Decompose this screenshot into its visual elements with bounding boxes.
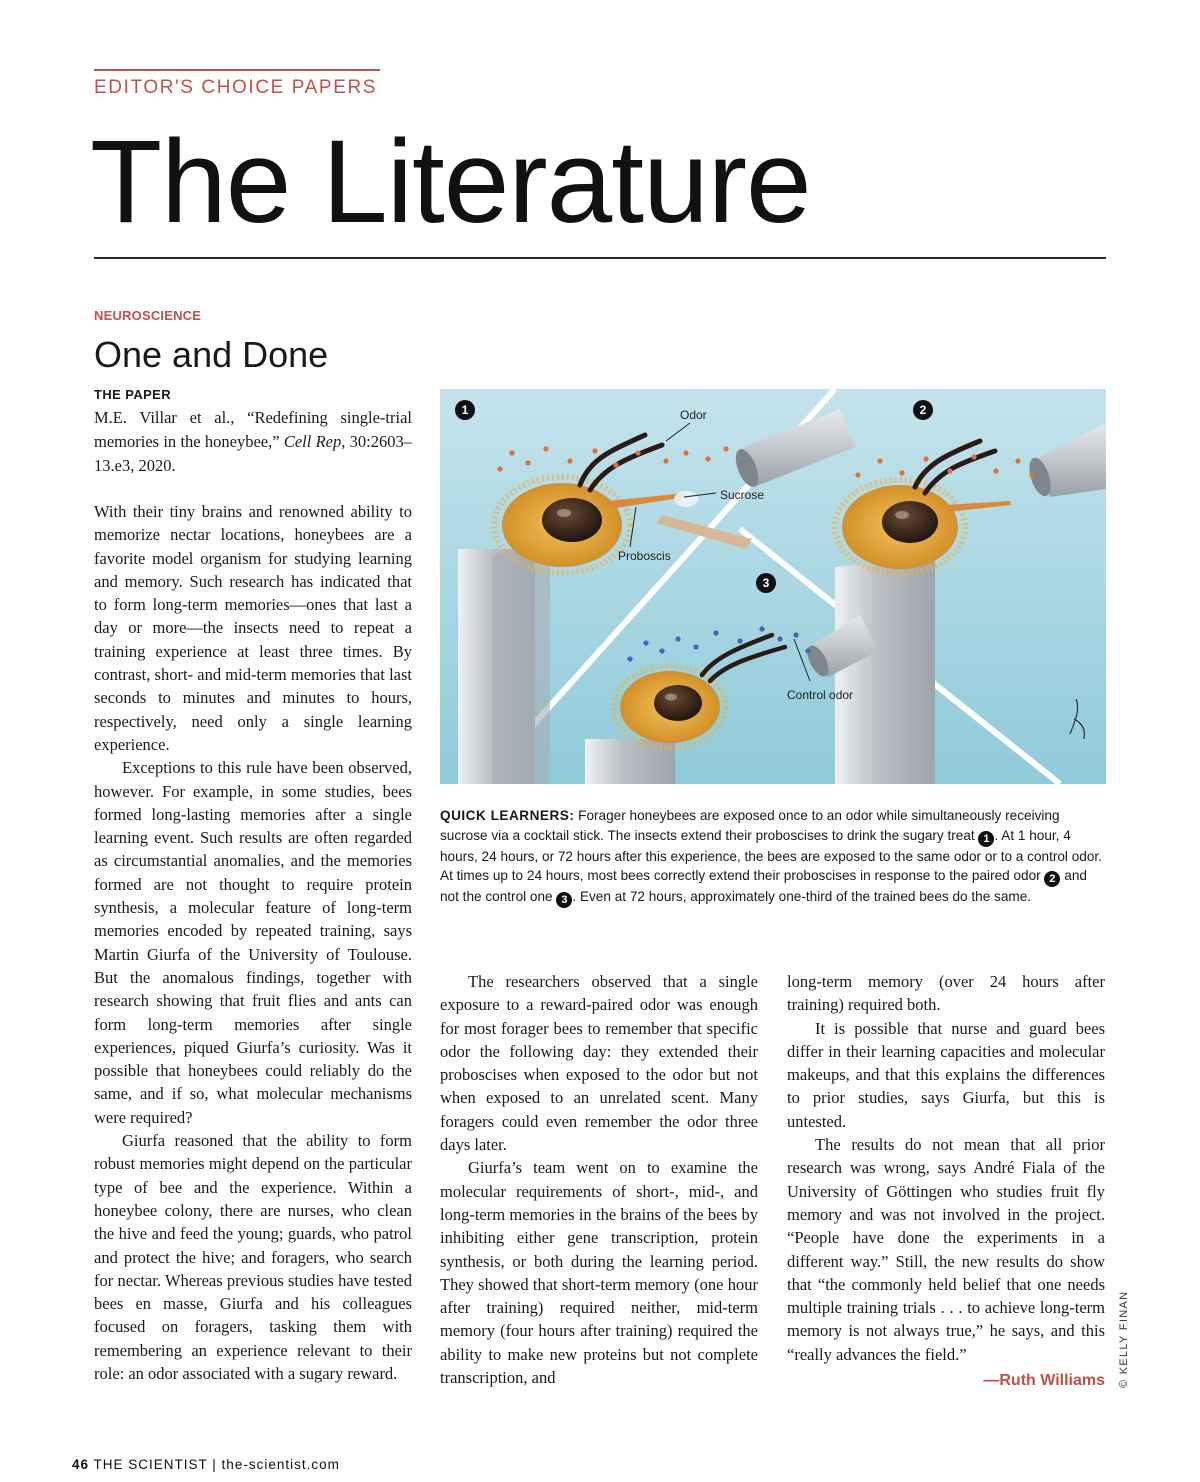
title-rule xyxy=(94,257,1106,259)
panel-number-2 xyxy=(913,400,933,420)
paper-citation xyxy=(94,406,412,478)
paragraph: Giurfa reasoned that the ability to form robust memories might depend on the particular type of bee and the experience. Within a honeybee colony, there are nurses, who clean the hive and feed the young; guards, who patrol and protect the hive; and foragers, who search for nectar. Whereas previous studies have tested bees en masse, Giurfa and his colleagues focused on foragers, tasking them with remembering an experience relevant to their role: an odor associated with a sugary reward. xyxy=(94,1131,412,1383)
article-headline: One and Done xyxy=(94,334,329,375)
article-column-2 xyxy=(440,970,758,1389)
page-title: The Literature xyxy=(90,116,811,248)
caption-text: Forager honeybees are exposed once to an odor while simultaneously receiving sucrose via a cocktail stick. The insects extend their proboscises to drink the sugary treat xyxy=(440,808,1060,843)
paragraph: With their tiny brains and renowned ability to memorize nectar locations, honeybees are a favorite model organism for studying learning and memory. Such research has indicated that to form long-term memories—ones that last a day or more—the insects need to repeat a training experience at least three times. By contrast, short- and mid-term memories that last seconds to minutes and minutes to hours, respectively, need only a single learning experience. xyxy=(94,502,412,754)
odor-label: Odor xyxy=(680,408,707,422)
caption-text: and not the control one xyxy=(440,868,1087,905)
citation-text: M.E. Villar et al., “Redefining single-trial memories in the honeybee,” xyxy=(94,408,412,451)
article-column-1 xyxy=(94,500,412,1385)
panel-number-3 xyxy=(756,573,776,593)
section-label: EDITOR'S CHOICE PAPERS xyxy=(94,77,378,98)
panel-ref-3: 3 xyxy=(556,892,572,908)
paragraph: It is possible that nurse and guard bees differ in their learning capacities and molecular makeups, and that this explains the differences to prior studies, says Giurfa, but this is untested. xyxy=(787,1018,1105,1131)
paper-label: THE PAPER xyxy=(94,387,172,402)
svg-text:2: 2 xyxy=(919,403,927,417)
publication-name: THE SCIENTIST | the-scientist.com xyxy=(89,1457,340,1472)
page-footer xyxy=(72,1457,340,1472)
caption-heading: QUICK LEARNERS: xyxy=(440,808,575,823)
category-label: NEUROSCIENCE xyxy=(94,308,202,323)
panel-ref-2: 2 xyxy=(1044,871,1060,887)
page-number: 46 xyxy=(72,1457,90,1472)
section-rule xyxy=(94,69,380,71)
illustration-credit: © KELLY FINAN xyxy=(1118,1290,1130,1388)
paragraph: Exceptions to this rule have been observed, however. For example, in some studies, bees formed long-lasting memories after a single learning event. Such results are often regarded as circumstantial anomalies, and the memories formed are not thought to require protein synthesis, a molecular feature of long-term memories encoded by repeated training, says Martin Giurfa of the University of Toulouse. But the anomalous findings, together with research showing that fruit flies and ants can form long-term memories after single experiences, piqued Giurfa’s curiosity. Was it possible that honeybees could reliably do the same, and if so, what molecular mechanisms were required? xyxy=(94,758,412,1127)
paragraph: long-term memory (over 24 hours after training) required both. xyxy=(787,972,1105,1015)
sucrose-label: Sucrose xyxy=(720,488,765,502)
figure-caption xyxy=(440,806,1106,908)
svg-text:3: 3 xyxy=(762,576,770,590)
author-byline: —Ruth Williams xyxy=(983,1372,1105,1389)
citation-details: , 30:2603–13.e3, 2020. xyxy=(94,432,412,475)
panel-ref-1: 1 xyxy=(978,831,994,847)
paragraph: The results do not mean that all prior research was wrong, says André Fiala of the University of Göttingen who studies fruit fly memory and was not involved in the project. “People have done the experiments in a different way.” Still, the new results do show that “the commonly held belief that one needs multiple training trials . . . to achieve long-term memory is not always true,” he says, and this “really advances the field.” xyxy=(787,1135,1105,1364)
citation-journal: Cell Rep xyxy=(283,432,342,451)
paragraph: The researchers observed that a single exposure to a reward-paired odor was enough for most forager bees to remember that specific odor the following day: they extended their proboscises when exposed to the odor but not when exposed to an unrelated scent. Many foragers could even remember the odor three days later. xyxy=(440,972,758,1155)
caption-text: . At 1 hour, 4 hours, 24 hours, or 72 hours after this experience, the bees are exposed to the same odor or to a control odor. At times up to 24 hours, most bees correctly extend their proboscises in response to the paired odor xyxy=(440,827,1102,884)
article-column-3 xyxy=(787,970,1105,1366)
panel-number-1 xyxy=(455,400,475,420)
proboscis-label: Proboscis xyxy=(618,549,671,563)
paragraph: Giurfa’s team went on to examine the molecular requirements of short-, mid-, and long-term memories in the brains of the bees by inhibiting either gene transcription, protein synthesis, or both during the learning period. They showed that short-term memory (one hour after training) required neither, mid-term memory (four hours after training) required the ability to make new proteins but not complete transcription, and xyxy=(440,1158,758,1388)
svg-text:1: 1 xyxy=(461,403,469,417)
bee-illustration xyxy=(440,389,1106,784)
caption-text: . Even at 72 hours, approximately one-third of the trained bees do the same. xyxy=(572,889,1032,905)
control-odor-label: Control odor xyxy=(787,688,854,702)
